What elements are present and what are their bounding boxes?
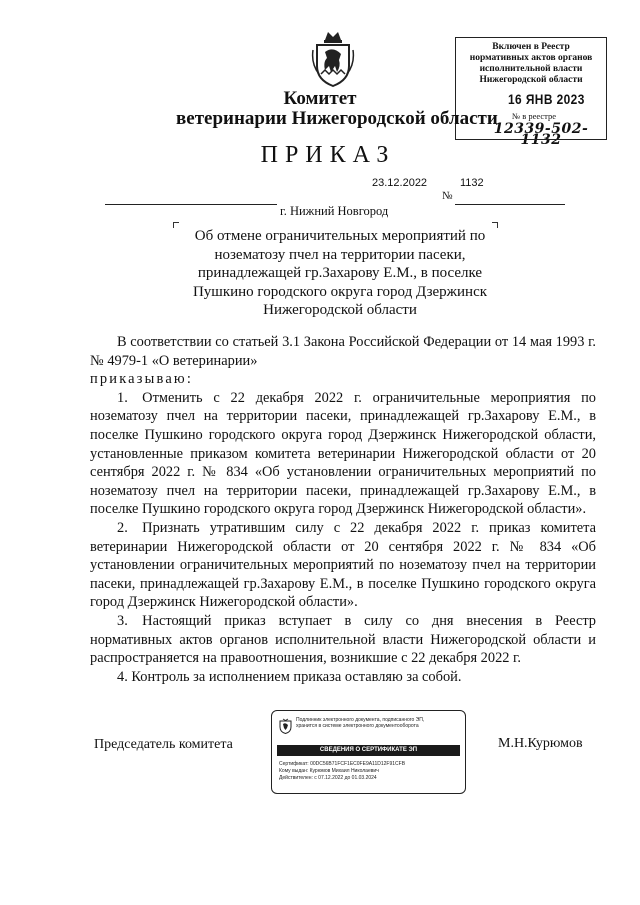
title-line: Об отмене ограничительных мероприятий по [194, 228, 486, 244]
document-body [90, 333, 596, 686]
committee-name-line1: Комитет [283, 88, 357, 109]
title-line: Пушкино городского округа город Дзержинск [192, 283, 488, 300]
title-line: нозематозу пчел на территории пасеки, [214, 246, 466, 263]
committee-name-line2: ветеринарии Нижегородской области [176, 108, 498, 129]
stamp-underline [474, 139, 598, 140]
title-corner-left [173, 222, 179, 228]
document-date: 23.12.2022 [372, 177, 428, 189]
stamp-line: Включен в Реестр [492, 42, 570, 52]
document-type: ПРИКАЗ [260, 142, 396, 168]
coat-of-arms-icon [279, 718, 292, 734]
order-item-4: 4. Контроль за исполнением приказа оставляю за собой. [117, 668, 462, 685]
document-title [190, 227, 490, 320]
order-item-1: 1. Отменить с 22 декабря 2022 г. ограничительные мероприятия по нозематозу пчел на территории пасеки, принадлежащей гр.Захарову Е.М., в поселке Пушкино городского округа город Дзержинск Нижегородской области, установленные приказом комитета ветеринарии Нижегородской области от 20 сентября 2022 г. № 834 «Об установлении ограничительных мероприятий по нозематозу пчел на территории пасеки, принадлежащей гр.Захарову Е.М., в поселке Пушкино городского округа город Дзержинск Нижегородской области». [90, 389, 596, 518]
stamp-line: исполнительной власти [479, 64, 583, 74]
title-line: Нижегородской области [263, 302, 417, 318]
electronic-signature-stamp [271, 710, 466, 794]
stamp-line: Нижегородской области [479, 75, 583, 85]
order-item-3: 3. Настоящий приказ вступает в силу со дня внесения в Реестр нормативных актов органов исполнительной власти Нижегородской области и распространяется на правоотношения, возникшие с 22 декабря 2022 г. [90, 612, 596, 667]
preamble: В соответствии со статьей 3.1 Закона Российской Федерации от 14 мая 1993 г. № 4979-1 «О ветеринарии» [90, 334, 596, 369]
stamp-reg-label: № в реестре [512, 111, 556, 121]
signatory-name: М.Н.Курюмов [498, 736, 583, 751]
stamp-reg-number: 12339-502-1132 [493, 121, 589, 148]
ecp-cert-number: Сертификат: 00DC56B71FCF1EC0FE9A11D12F91CFB [279, 761, 406, 767]
title-corner-right [492, 222, 498, 228]
order-item-2: 2. Признать утратившим силу с 22 декабря 2022 г. приказ комитета ветеринарии Нижегородской области от 20 сентября 2022 г. № 834 «Об установлении ограничительных мероприятий по нозематозу пчел на территории пасеки, принадлежащей гр.Захарову Е.М., в поселке Пушкино городского округа город Дзержинск Нижегородской области». [90, 519, 596, 611]
number-underline [455, 204, 565, 205]
ecp-header-line: хранится в системе электронного документооборота [296, 723, 419, 729]
order-word: приказываю: [90, 371, 194, 388]
date-underline [105, 204, 277, 205]
coat-of-arms-icon [311, 30, 355, 88]
document-number: 1132 [460, 177, 484, 189]
stamp-date: 16 ЯНВ 2023 [508, 91, 585, 107]
ecp-title-bar: СВЕДЕНИЯ О СЕРТИФИКАТЕ ЭП [277, 745, 460, 756]
stamp-line: нормативных актов органов [469, 53, 593, 63]
ecp-cert-owner: Кому выдан: Курюмов Михаил Николаевич [279, 768, 379, 774]
ecp-header-text [296, 717, 424, 729]
city: г. Нижний Новгород [280, 204, 389, 218]
number-sign: № [442, 190, 453, 202]
signatory-position: Председатель комитета [94, 737, 233, 752]
ecp-certificate-info [279, 761, 405, 782]
title-line: принадлежащей гр.Захарову Е.М., в поселке [197, 265, 483, 281]
ecp-header-line: Подлинник электронного документа, подписанного ЭП, [296, 717, 425, 723]
ecp-cert-validity: Действителен: с 07.12.2022 до 01.03.2024 [279, 775, 377, 781]
